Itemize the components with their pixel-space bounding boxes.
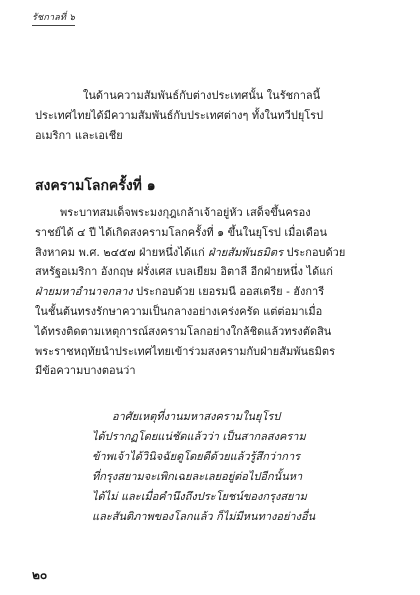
paragraph-line-1: พระบาทสมเด็จพระมงกุฎเกล้าเจ้าอยู่หัว เสด็จขึ้นครอง: [60, 206, 311, 219]
quote-line-4: ที่กรุงสยามจะเพิกเฉยละเลยอยู่ต่อไปอีกนั้นหา: [92, 470, 303, 483]
section-paragraph: [35, 203, 391, 381]
paragraph-line-9: มีข้อความบางตอนว่า: [35, 364, 136, 378]
paragraph-line-7: ได้ทรงติดตามเหตุการณ์สงครามโลกอย่างใกล้ชิดแล้วทรงตัดสิน: [35, 324, 332, 338]
intro-line-1: ในด้านความสัมพันธ์กับต่างประเทศนั้น ในรัชกาลนี้: [83, 89, 321, 102]
royal-quote: [92, 407, 392, 527]
running-header: รัชกาลที่ ๖: [32, 10, 75, 26]
quote-line-3: ข้าพเจ้าได้วินิจฉัยดูโดยดีด้วยแล้วรู้สึกว่าการ: [92, 450, 301, 463]
paragraph-line-3-a: สิงหาคม พ.ศ. ๒๔๕๗ ฝ่ายหนึ่งได้แก่: [35, 245, 209, 259]
paragraph-line-3-c: ประกอบด้วย: [282, 245, 346, 259]
central-powers-term: ฝ่ายมหาอำนาจกลาง: [35, 285, 133, 299]
section-heading: สงครามโลกครั้งที่ ๑: [35, 178, 156, 194]
quote-line-1: อาศัยเหตุที่งานมหาสงครามในยุโรป: [112, 410, 281, 423]
paragraph-line-6: ในชั้นต้นทรงรักษาความเป็นกลางอย่างเคร่งครัด แต่ต่อมาเมื่อ: [35, 304, 323, 318]
quote-line-5: ได้ไม่ และเมื่อคำนึงถึงประโยชน์ของกรุงสยาม: [92, 490, 307, 503]
allies-term: ฝ่ายสัมพันธมิตร: [208, 245, 283, 259]
intro-paragraph: [35, 86, 391, 146]
paragraph-line-2: ราชย์ได้ ๔ ปี ได้เกิดสงครามโลกครั้งที่ ๑ ขึ้นในยุโรป เมื่อเดือน: [35, 225, 327, 239]
paragraph-line-5-b: ประกอบด้วย เยอรมนี ออสเตรีย - ฮังการี: [132, 285, 325, 299]
paragraph-line-8: พระราชหฤทัยนำประเทศไทยเข้าร่วมสงครามกับฝ่ายสัมพันธมิตร: [35, 344, 335, 358]
intro-line-3: อเมริกา และเอเชีย: [35, 129, 123, 142]
quote-line-2: ได้ปรากฏโดยแน่ชัดแล้วว่า เป็นสากลสงคราม: [92, 430, 306, 443]
intro-line-2: ประเทศไทยได้มีความสัมพันธ์กับประเทศต่างๆ ทั้งในทวีปยุโรป: [35, 109, 324, 122]
paragraph-line-3: [35, 243, 391, 263]
quote-line-6: และสันติภาพของโลกแล้ว ก็ไม่มีหนทางอย่างอื่น: [92, 510, 316, 523]
page-number: ๒๐: [32, 568, 48, 582]
paragraph-line-5: [35, 282, 391, 302]
paragraph-line-4: สหรัฐอเมริกา อังกฤษ ฝรั่งเศส เบลเยียม อิตาลี อีกฝ่ายหนึ่ง ได้แก่: [35, 265, 333, 279]
